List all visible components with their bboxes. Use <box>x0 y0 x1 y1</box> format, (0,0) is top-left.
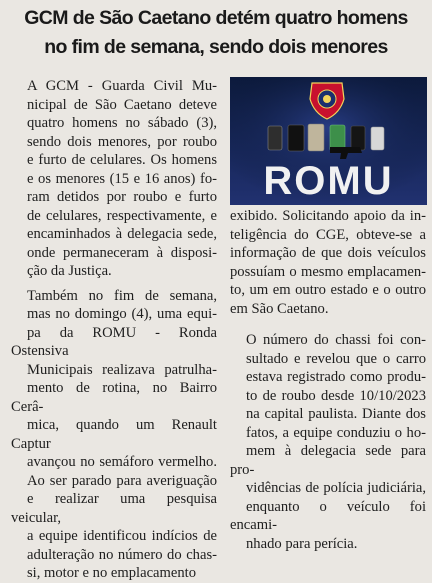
text-line: informação de que dois veículos <box>230 245 426 261</box>
headline <box>6 4 426 62</box>
text-line: mem à delegacia sede para pro- <box>230 443 426 478</box>
text-line: estava registrado como produ- <box>246 369 426 385</box>
text-line: nhado para perícia. <box>246 535 358 552</box>
text-line: Ao ser parado para averiguação <box>27 472 217 489</box>
text-line: sendo dois menores, por roubo <box>27 133 217 150</box>
text-line: si, motor e no emplacamento <box>27 565 196 581</box>
text-line: pa da ROMU - Ronda Ostensiva <box>11 324 217 359</box>
text-line: ram detidos por roubo e furto <box>27 189 217 205</box>
text-line: de celulares, respectivamente, e <box>27 207 217 224</box>
text-line: e os menores (15 e 16 anos) fo- <box>27 170 217 187</box>
text-line: fatos, a equipe conduziu o ho- <box>246 424 426 441</box>
text-line: mento de rotina, no Bairro Cerâ- <box>11 380 217 415</box>
text-line: teligência do CGE, obteve-se a <box>230 226 426 243</box>
text-line: adulteração no número do chas- <box>27 546 217 563</box>
text-line: possuíam o mesmo emplacamen- <box>230 263 426 280</box>
text-line: mica, quando um Renault Captur <box>11 417 217 452</box>
text-line: quatro homens no sábado (3), <box>27 115 217 131</box>
text-line: nicipal de São Caetano deteve <box>27 96 217 113</box>
text-line: Também no fim de semana, <box>27 287 217 304</box>
paragraph-romu <box>11 287 217 583</box>
paragraph-intro <box>11 77 217 281</box>
text-line: a equipe identificou indícios de <box>27 528 217 544</box>
text-line: e realizar uma pesquisa veicular, <box>11 491 217 526</box>
text-line: avançou no semáforo vermelho. <box>27 454 217 470</box>
text-line: e furto de celulares. Os homens <box>27 152 217 168</box>
photo-romu-text: ROMU <box>263 159 394 203</box>
text-line: A GCM - Guarda Civil Mu- <box>27 78 217 94</box>
text-line: em São Caetano. <box>230 300 329 317</box>
article-column-right-bottom <box>230 331 426 553</box>
text-line: to de roubo desde 10/10/2023 <box>246 387 426 404</box>
text-line: Municipais realizava patrulha- <box>27 361 217 378</box>
text-line: enquanto o veículo foi encami- <box>230 498 426 533</box>
headline-line-1: GCM de São Caetano detém quatro homens <box>24 7 408 29</box>
text-line: onde permaneceram à disposi- <box>27 244 217 261</box>
text-line: ção da Justiça. <box>27 263 112 279</box>
paragraph-chassis <box>230 331 426 553</box>
text-line: encaminhados à delegacia sede, <box>27 226 217 242</box>
paragraph-continuation <box>230 207 426 318</box>
headline-line-2: no fim de semana, sendo dois menores <box>44 36 388 58</box>
text-line: vidências de polícia judiciária, <box>246 480 426 496</box>
article-column-left <box>11 77 217 583</box>
text-line: exibido. Solicitando apoio da in- <box>230 208 426 224</box>
text-line: to, um em outro estado e o outro <box>230 282 426 298</box>
text-line: mas no domingo (4), uma equi- <box>27 306 217 322</box>
text-line: sultado e revelou que o carro <box>246 350 426 367</box>
article-photo <box>230 77 427 205</box>
text-line: na capital paulista. Diante dos <box>246 406 426 422</box>
article-column-right-top <box>230 207 426 318</box>
text-line: O número do chassi foi con- <box>246 332 426 348</box>
